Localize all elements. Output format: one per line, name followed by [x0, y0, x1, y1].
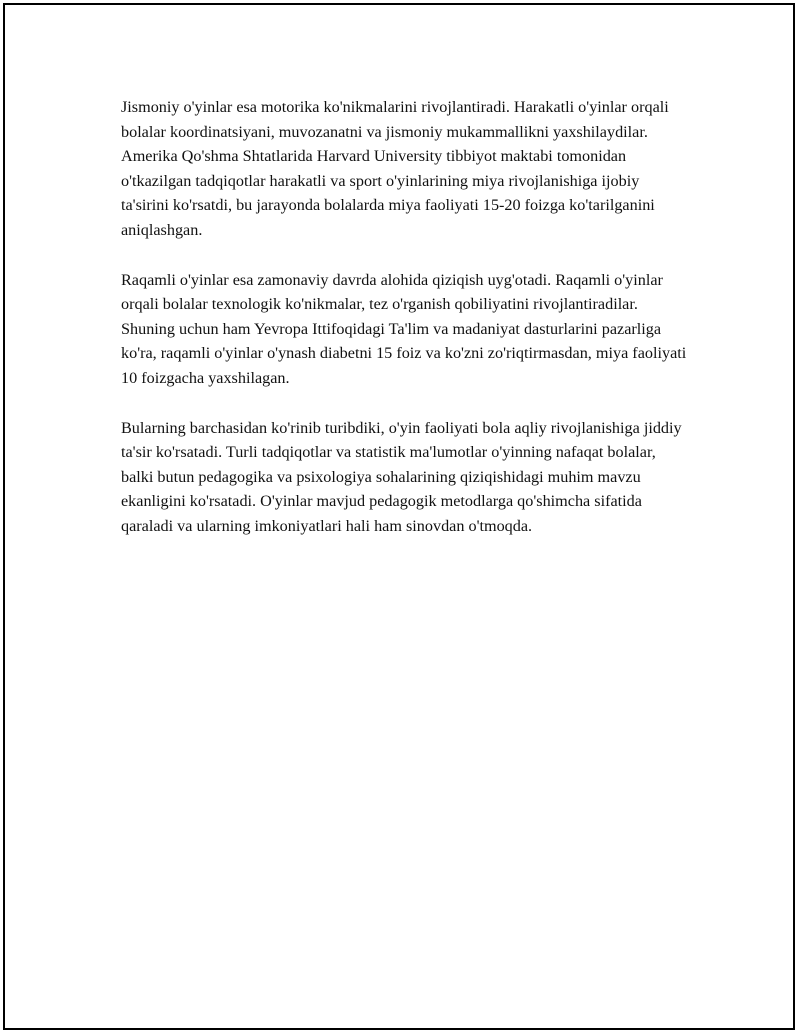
paragraph-physical-games: Jismoniy o'yinlar esa motorika ko'nikmalarini rivojlantiradi. Harakatli o'yinlar orqali bolalar koordinatsiyani, muvozanatni va jismoniy mukammallikni yaxshilaydilar. Amerika Qo'shma Shtatlarida Harvard University tibbiyot maktabi tomonidan o'tkazilgan tadqiqotlar harakatli va sport o'yinlarining miya rivojlanishiga ijobiy ta'sirini ko'rsatdi, bu jarayonda bolalarda miya faoliyati 15-20 foizga ko'tarilganini aniqlashgan. [121, 98, 669, 239]
page [3, 3, 795, 1030]
paragraph-digital-games: Raqamli o'yinlar esa zamonaviy davrda alohida qiziqish uyg'otadi. Raqamli o'yinlar orqali bolalar texnologik ko'nikmalar, tez o'rganish qobiliyatini rivojlantiradilar. Shuning uchun ham Yevropa Ittifoqidagi Ta'lim va madaniyat dasturlarini pazarliga ko'ra, raqamli o'yinlar o'ynash diabetni 15 foiz va ko'zni zo'riqtirmasdan, miya faoliyati 10 foizgacha yaxshilagan. [121, 270, 687, 387]
document-body [121, 95, 691, 564]
paragraph-conclusion: Bularning barchasidan ko'rinib turibdiki, o'yin faoliyati bola aqliy rivojlanishiga jiddiy ta'sir ko'rsatadi. Turli tadqiqotlar va statistik ma'lumotlar o'yinning nafaqat bolalar, balki butun pedagogika va psixologiya sohalarining qiziqishidagi muhim mavzu ekanligini ko'rsatadi. O'yinlar mavjud pedagogik metodlarga qo'shimcha sifatida qaraladi va ularning imkoniyatlari hali ham sinovdan o'tmoqda. [121, 418, 682, 535]
